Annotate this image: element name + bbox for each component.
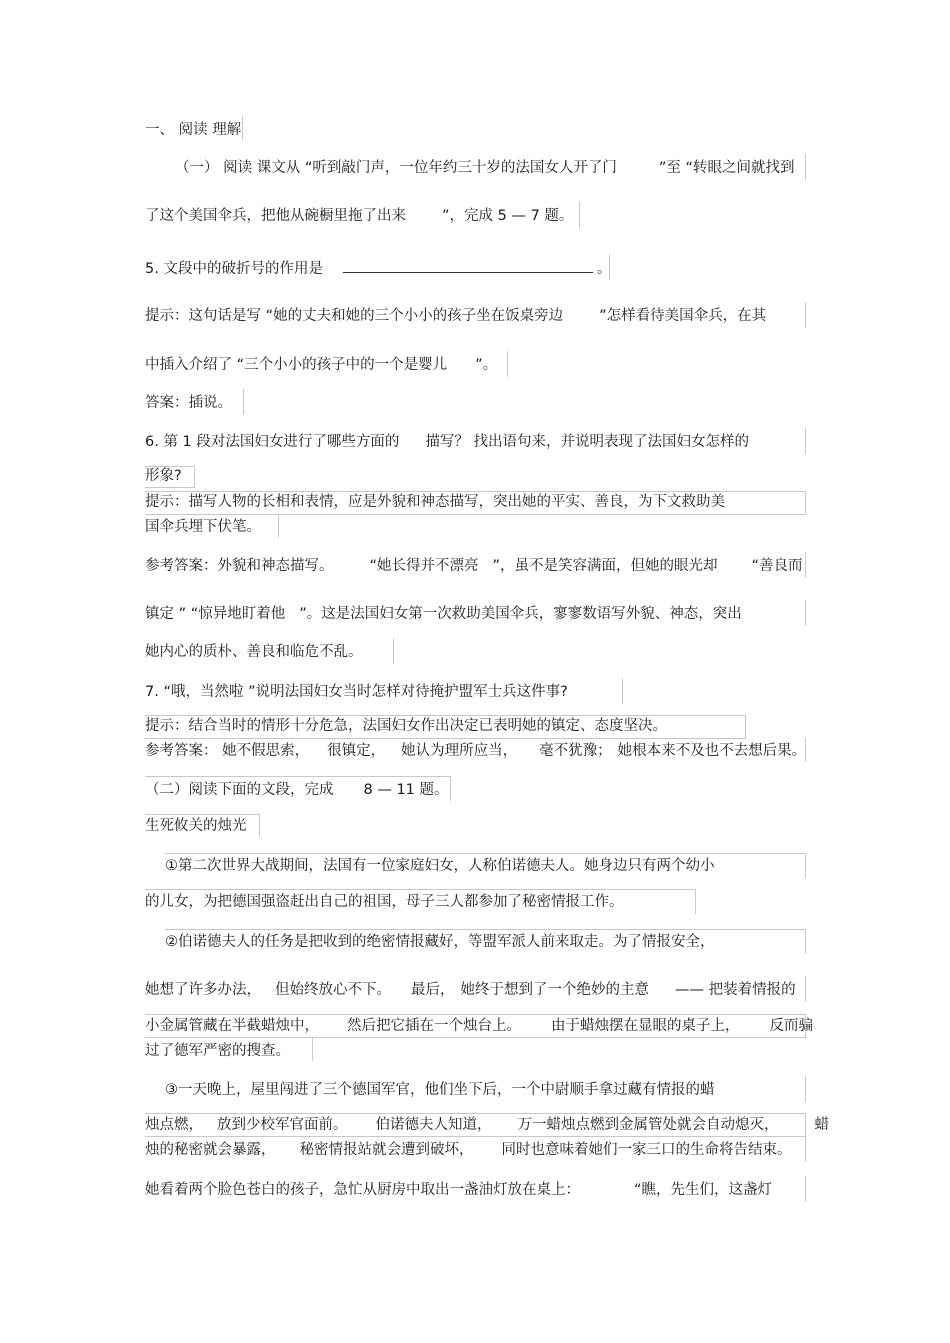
q5-end: 。 [596,261,612,277]
p3-c2: 秘密情报站就会遭到破坏， [299,1142,474,1158]
p3-c1: 烛的秘密就会暴露， [145,1142,276,1158]
q7-ans-d: 毫不犹豫； [539,743,612,759]
text-frame [145,428,806,454]
p3-line1: ③一天晚上，屋里闯进了三个德国军官，他们坐下后，一个中尉顺手拿过藏有情报的蜡 [165,1082,715,1098]
text-frame [145,1113,806,1137]
p3-b5: 蜡 [814,1117,829,1133]
text-frame [145,389,244,415]
text-frame [165,929,806,954]
text-frame [145,678,623,704]
text-frame [175,154,806,180]
q5-hint-b: ”怎样看待美国伞兵，在其 [599,308,767,324]
p2-c3: 由于蜡烛摆在显眼的桌子上， [551,1018,740,1034]
text-frame [145,351,508,377]
q6-ans-d: “善良而 [751,558,803,574]
part1-intro-d: ”，完成 5 — 7 题。 [442,208,574,224]
text-frame [165,853,806,878]
p2-b1: 她想了许多办法， [145,982,261,998]
text-frame [145,466,195,488]
text-frame [145,552,806,578]
p2-b3: 最后， [411,982,455,998]
q6-hint-b: 国伞兵埋下伏笔。 [145,519,261,535]
p3-c3: 同时也意味着她们一家三口的生命将告结束。 [501,1142,792,1158]
text-frame [150,116,243,140]
q6-ans-e: 镇定 ” “惊异地盯着他 [145,606,286,622]
q5-hint-d: ”。 [475,357,498,373]
p2-c4: 反而骗 [769,1018,813,1034]
q7-ans-a: 参考答案： 她不假思索， [145,743,310,759]
passage-title: 生死攸关的烛光 [145,818,247,834]
p2-b5: —— 把装着情报的 [675,982,796,998]
q6-ans-b: “她长得并不漂亮 [369,558,479,574]
text-frame [145,976,806,1002]
q5-label: 5. 文段中的破折号的作用是 [145,261,323,277]
text-frame [145,1176,806,1202]
q6-hint-a: 提示：描写人物的长相和表情，应是外貌和神态描写，突出她的平实、善良，为下文救助美 [145,494,725,510]
p2-line1: ②伯诺德夫人的任务是把收到的绝密情报藏好，等盟军派人前来取走。为了情报安全， [165,934,715,950]
p1-line2: 的儿女，为把德国强盗赶出自己的祖国，母子三人都参加了秘密情报工作。 [145,894,624,910]
text-frame [145,715,746,739]
text-frame [145,889,696,914]
text-frame [165,1076,806,1102]
p2-b2: 但始终放心不下。 [275,982,391,998]
p3-d1: 她看着两个脸色苍白的孩子，急忙从厨房中取出一盏油灯放在桌上： [145,1182,580,1198]
q6-a: 6. 第 1 段对法国妇女进行了哪些方面的 [145,434,400,450]
part1-intro-c: 了这个美国伞兵，把他从碗橱里拖了出来 [145,208,406,224]
p2-line4: 过了德军严密的搜查。 [145,1043,290,1059]
q5-hint-c: 中插入介绍了 “三个小小的孩子中的一个是婴儿 [145,357,448,373]
q7: 7. “哦，当然啦 ”说明法国妇女当时怎样对待掩护盟军士兵这件事? [145,684,568,700]
text-frame [145,776,451,801]
q6-c: 形象? [145,468,182,484]
text-frame [145,600,806,626]
part2-a: （二）阅读下面的文段，完成 [145,782,334,798]
p3-b3: 伯诺德夫人知道， [375,1117,492,1133]
text-frame [145,202,580,228]
part2-b: 8 — 11 题。 [363,782,449,798]
text-frame [145,638,394,664]
p3-b4: 万一蜡烛点燃到金属管处就会自动熄灭， [517,1117,779,1133]
p3-b1: 烛点燃， [145,1117,203,1133]
q5-answer: 答案：插说。 [145,395,232,411]
part1-intro-a: （一） 阅读 课文从 “听到敲门声，一位年约三十岁的法国女人开了门 [175,160,617,176]
q6-b: 描写？ 找出语句来，并说明表现了法国妇女怎样的 [425,434,749,450]
p3-d2: “瞧，先生们，这盏灯 [634,1182,773,1198]
q6-ans-g: 她内心的质朴、善良和临危不乱。 [145,644,363,660]
p2-b4: 她终于想到了一个绝妙的主意 [460,982,649,998]
text-frame [145,302,806,328]
q6-ans-a: 参考答案：外貌和神态描写。 [145,558,334,574]
part1-intro-b: ”至 “转眼之间就找到 [658,160,795,176]
p2-c2: 然后把它插在一个烛台上。 [347,1018,521,1034]
q6-ans-c: ”，虽不是笑容满面，但她的眼光却 [492,558,718,574]
q7-ans-c: 她认为理所应当， [401,743,518,759]
section-title: 一、 阅读 理解 [145,122,242,138]
text-frame [145,254,610,280]
text-frame [145,1136,806,1162]
p1-line1: ①第二次世界大战期间，法国有一位家庭妇女，人称伯诺德夫人。她身边只有两个幼小 [165,858,715,874]
text-frame [145,1037,313,1061]
p3-b2: 放到少校军官面前。 [217,1117,348,1133]
p2-c1: 小金属管藏在半截蜡烛中， [145,1018,319,1034]
q5-hint-a: 提示：这句话是写 “她的丈夫和她的三个小小的孩子坐在饭桌旁边 [145,308,564,324]
q7-ans-b: 很镇定， [327,743,386,759]
text-frame [145,514,279,538]
text-frame [145,491,806,515]
q6-ans-f: ”。这是法国妇女第一次救助美国伞兵，寥寥数语写外貌、神态，突出 [299,606,742,622]
text-frame [145,1014,806,1038]
text-frame [145,814,260,837]
text-frame [145,738,806,762]
q7-ans-e: 她根本来不及也不去想后果。 [617,743,807,759]
q7-hint: 提示：结合当时的情形十分危急，法国妇女作出决定已表明她的镇定、态度坚决。 [145,718,667,734]
